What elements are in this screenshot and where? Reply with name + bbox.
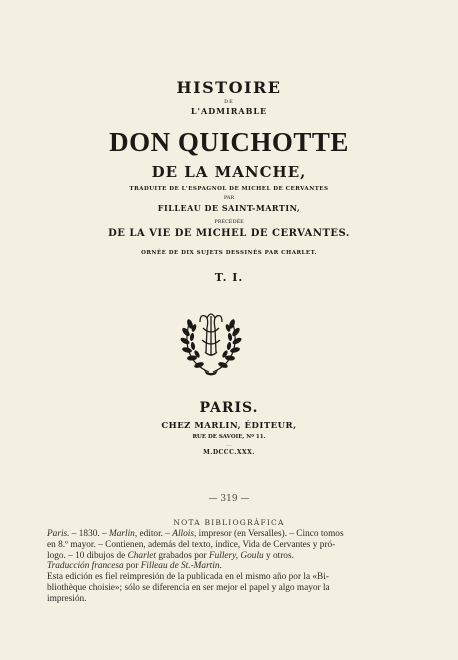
title-histoire: HISTOIRE xyxy=(176,78,282,97)
subtitle: DE LA MANCHE, xyxy=(151,163,307,181)
title-ladmirable: L'ADMIRABLE xyxy=(190,106,268,116)
imprint-rule: ___ xyxy=(226,441,232,446)
precedee-word: PRÉCÉDÉE xyxy=(214,219,244,225)
note-line: impresión. xyxy=(47,593,87,604)
imprint-street: RUE DE SAVOIE, Nº 11. xyxy=(192,434,266,440)
translator-name: FILLEAU DE SAINT-MARTIN, xyxy=(157,203,301,213)
tome-number: T. I. xyxy=(214,271,244,284)
imprint-publisher: CHEZ MARLIN, ÉDITEUR, xyxy=(161,421,297,431)
par-word: PAR xyxy=(223,195,235,201)
translation-note: TRADUITE DE L'ESPAGNOL DE MICHEL DE CERVANTES xyxy=(129,186,329,192)
title-de: DE xyxy=(224,99,234,105)
imprint-city: PARIS. xyxy=(199,400,259,416)
main-title: DON QUICHOTTE xyxy=(109,127,349,157)
note-line: Esta edición es fiel reimpresión de la publicada en el mismo año por la «Bi- xyxy=(47,572,329,583)
note-line: bliothèque choisie»; sólo se diferencia en ser mejor el papel y algo mayor la xyxy=(47,582,330,593)
note-line: Traducción francesa por Filleau de St.-Martin. xyxy=(47,561,222,572)
note-line: logo. – 10 dibujos de Charlet grabados por Fullery, Goulu y otros. xyxy=(47,550,294,561)
note-line: Paris. – 1830. – Marlin, editor. – Allois, impresor (en Versalles). – Cinco tomos xyxy=(47,529,344,539)
page-number: — 319 — xyxy=(208,494,250,504)
bibliographic-note xyxy=(47,529,423,605)
vie-line: DE LA VIE DE MICHEL DE CERVANTES. xyxy=(108,228,350,239)
laurel-monogram-emblem xyxy=(176,306,246,380)
illustrations-note: ORNÉE DE DIX SUJETS DESSINÉS PAR CHARLET. xyxy=(141,250,317,256)
note-title: NOTA BIBLIOGRÁFICA xyxy=(173,518,285,527)
note-line: en 8.º mayor. – Contienen, además del texto, índice, Vida de Cervantes y pró- xyxy=(47,539,336,550)
imprint-year: M.DCCC.XXX. xyxy=(203,449,255,456)
